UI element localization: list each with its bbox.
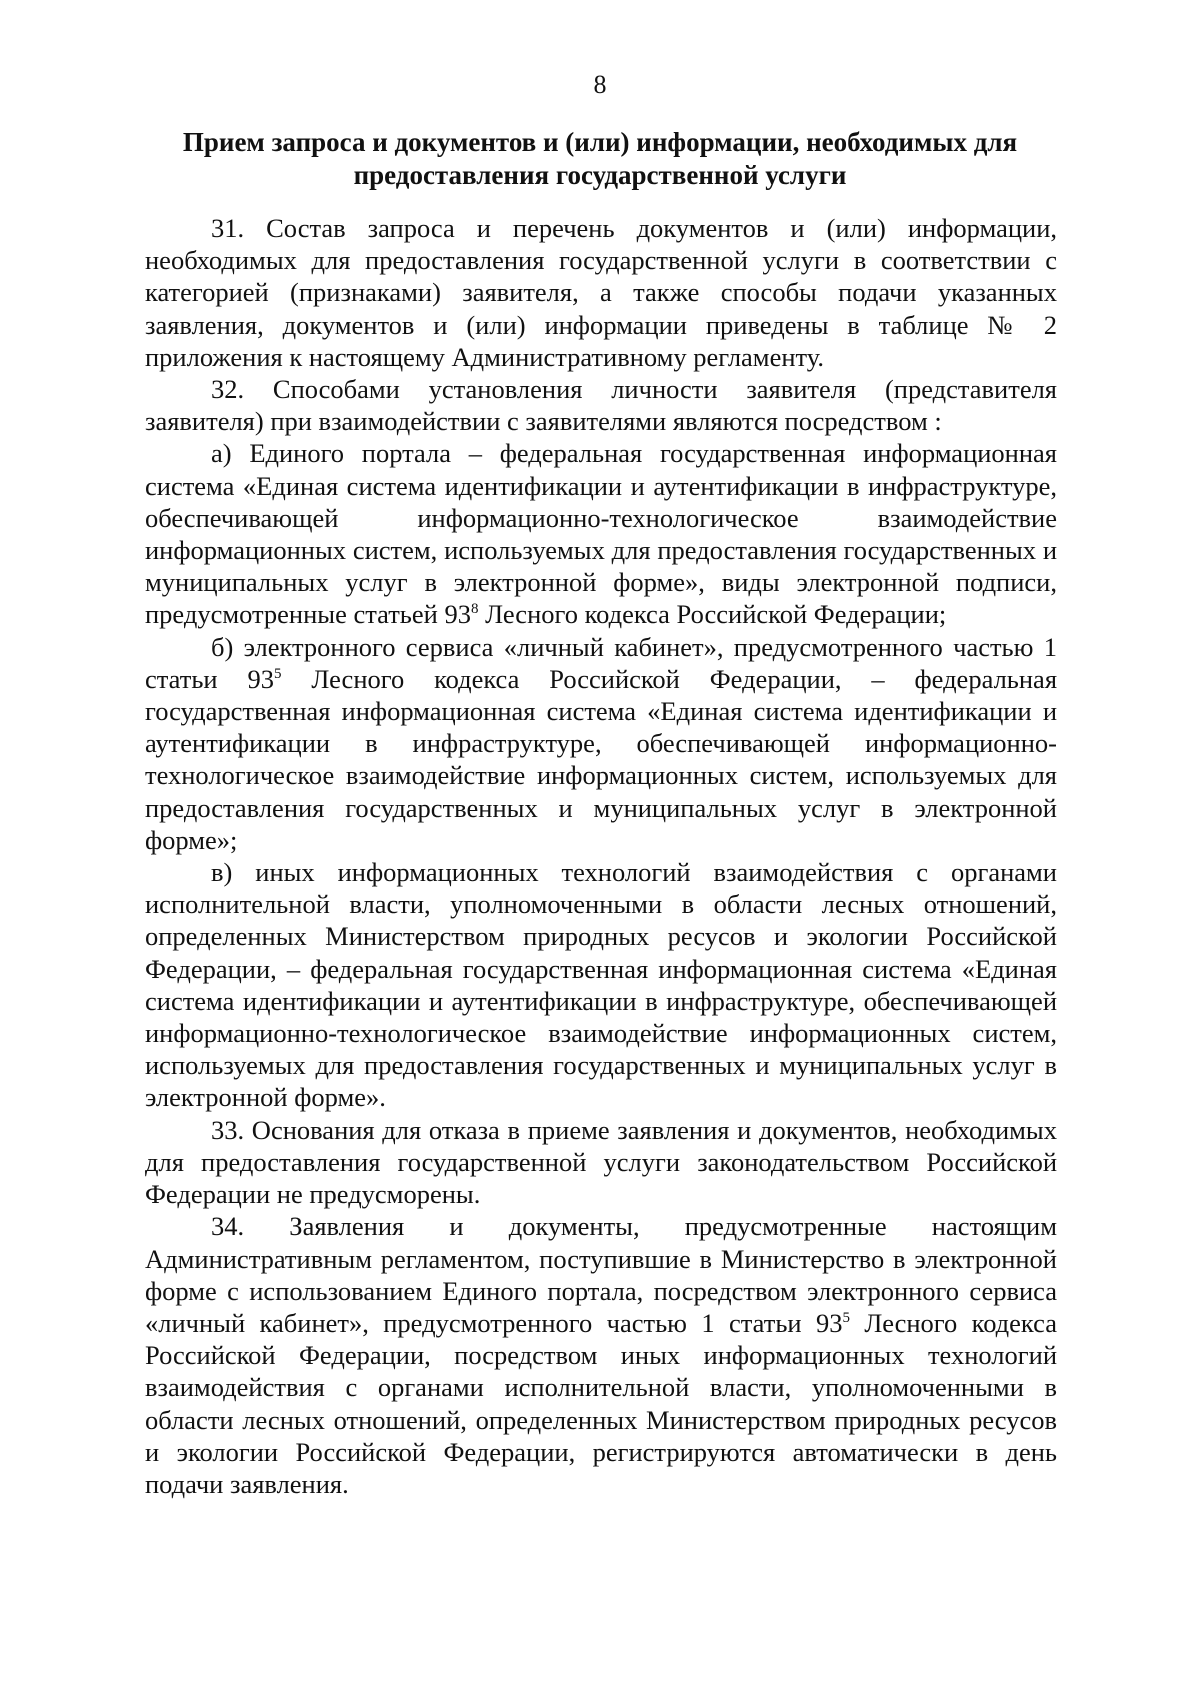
list-item-a [145, 437, 1057, 630]
paragraph-text: 32. Способами установления личности заявителя (представителя заявителя) при взаимодействии с заявителями являются посредством : [145, 374, 1057, 437]
list-item-b [145, 631, 1057, 856]
paragraph-32 [145, 373, 1057, 437]
paragraph-text: в) иных информационных технологий взаимодействия с органами исполнительной власти, уполномоченными в области лесных отношений, определенных Министерством природных ресусов и экологии Российской Федерации, – федеральная государственная информационная система «Единая система идентификации и аутентификации в инфраструктуре, обеспечивающей информационно-технологическое взаимодействие информационных систем, используемых для предоставления государственных и муниципальных услуг в электронной форме». [145, 857, 1057, 1113]
document-body [145, 212, 1057, 1500]
section-heading: Прием запроса и документов и (или) информации, необходимых для предоставления государственной услуги [182, 127, 1018, 190]
paragraph-text: 31. Состав запроса и перечень документов и (или) информации, необходимых для предоставления государственной услуги в соответствии с категорией (признаками) заявителя, а также способы подачи указанных заявления, документов и (или) информации приведены в таблице № 2 приложения к настоящему Административному регламенту. [145, 213, 1057, 372]
paragraph-text: Лесного кодекса Российской Федерации; [478, 599, 947, 630]
paragraph-text: Лесного кодекса Российской Федерации, посредством иных информационных технологий взаимодействия с органами исполнительной власти, уполномоченными в области лесных отношений, определенных Министерством природных ресусов и экологии Российской Федерации, регистрируются автоматически в день подачи заявления. [145, 1307, 1057, 1499]
paragraph-text: 34. Заявления и документы, предусмотренные настоящим Административным регламентом, поступившие в Министерство в электронной форме с использованием Единого портала, посредством электронного сервиса «личный кабинет», предусмотренного частью 1 статьи 93 [145, 1211, 1057, 1338]
article-superscript: 5 [842, 1310, 850, 1327]
paragraph-text: 33. Основания для отказа в приеме заявления и документов, необходимых для предоставления государственной услуги законодательством Российской Федерации не предусморены. [145, 1114, 1057, 1210]
list-item-v [145, 856, 1057, 1114]
paragraph-31 [145, 212, 1057, 373]
paragraph-text: б) электронного сервиса «личный кабинет», предусмотренного частью 1 статьи 93 [145, 631, 1057, 694]
article-superscript: 8 [470, 601, 479, 618]
page-number: 8 [593, 70, 607, 99]
paragraph-text: а) Единого портала – федеральная государственная информационная система «Единая система идентификации и аутентификации в инфраструктуре, обеспечивающей информационно-технологическое взаимодействие информационных систем, используемых для предоставления государственных и муниципальных услуг в электронной форме», виды электронной подписи, предусмотренные статьей 93 [145, 438, 1057, 630]
paragraph-text: Лесного кодекса Российской Федерации, – федеральная государственная информационная система «Единая система идентификации и аутентификации в инфраструктуре, обеспечивающей информационно-технологическое взаимодействие информационных систем, используемых для предоставления государственных и муниципальных услуг в электронной форме»; [145, 663, 1058, 855]
paragraph-34 [145, 1210, 1057, 1500]
paragraph-33 [145, 1114, 1057, 1211]
article-superscript: 5 [273, 666, 282, 683]
